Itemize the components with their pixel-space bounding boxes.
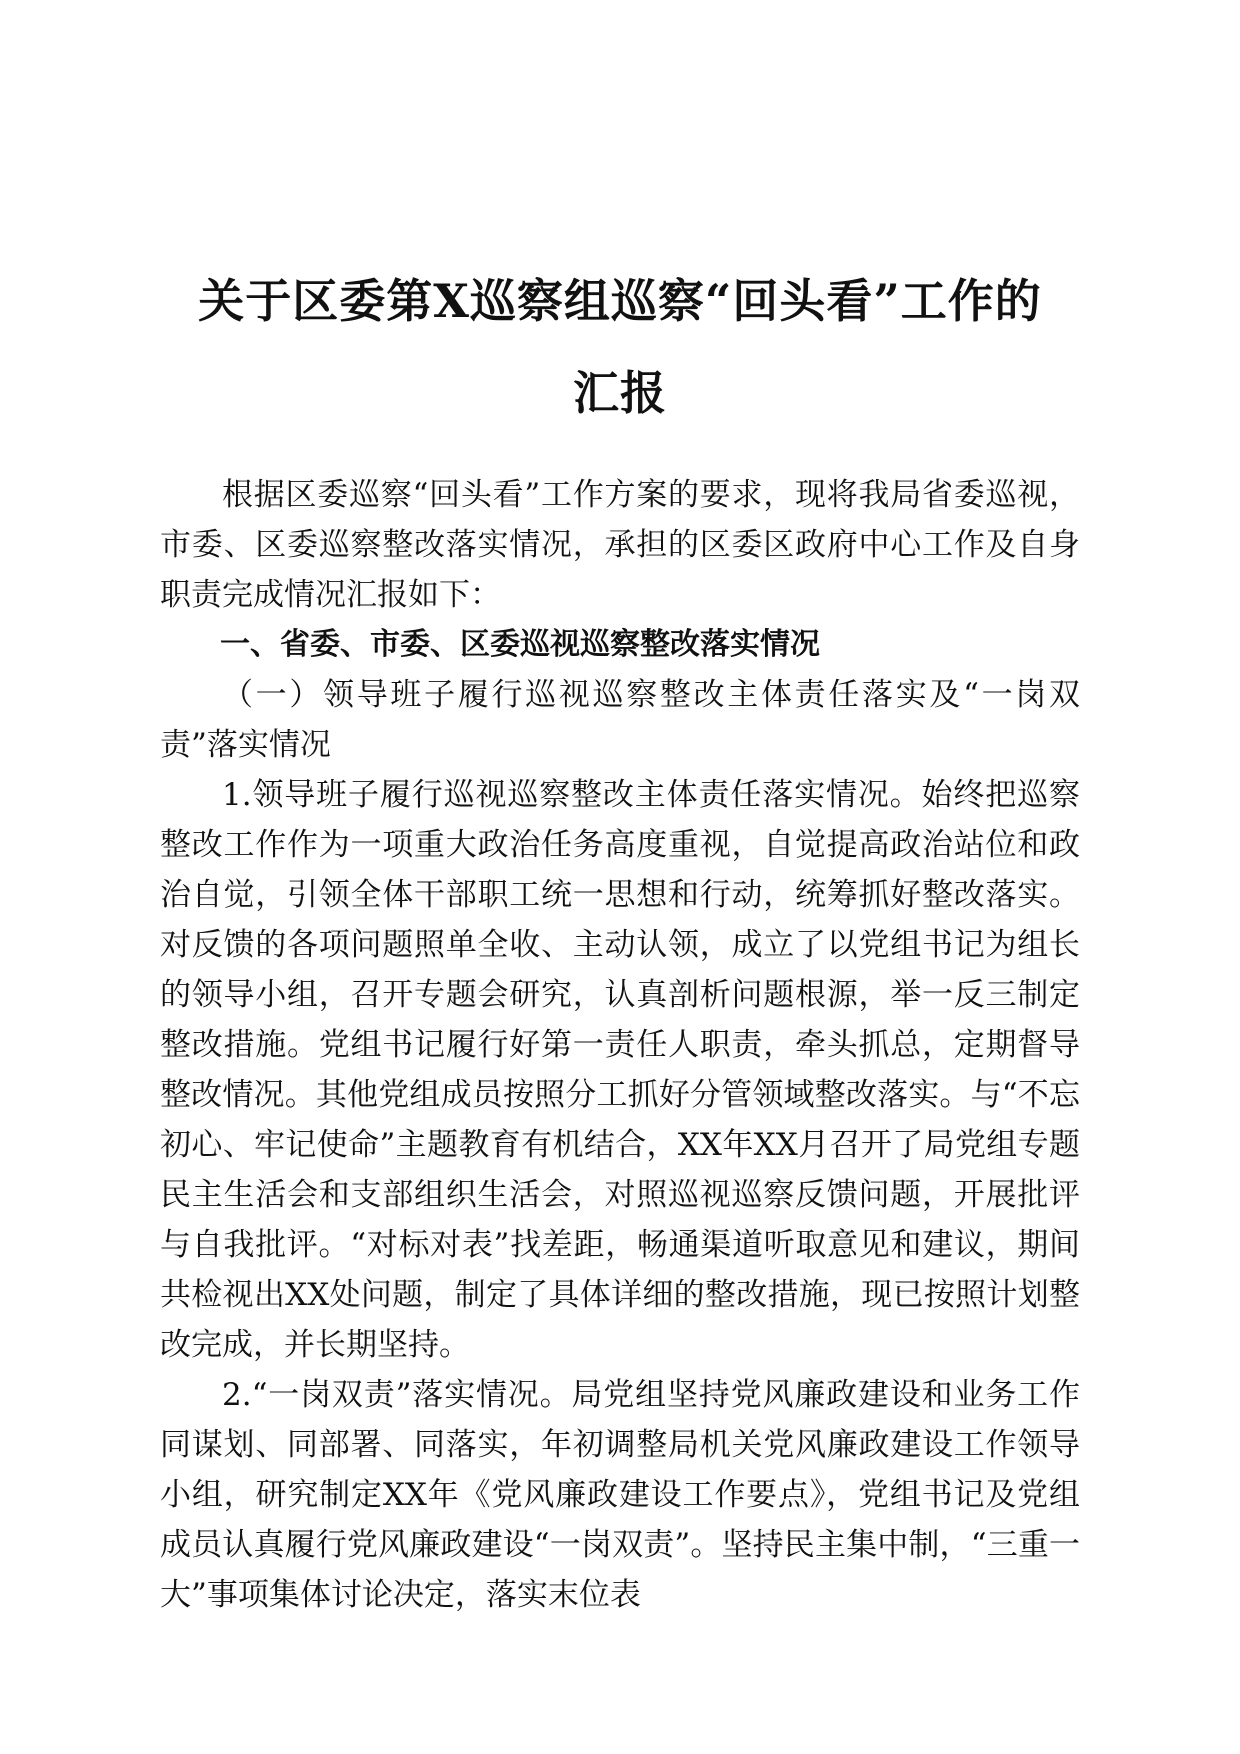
title-line-2: 汇报 (573, 366, 667, 420)
document-body (160, 470, 1080, 1620)
title-line-1: 关于区委第X巡察组巡察“回头看”工作的 (198, 274, 1042, 328)
document-title (150, 255, 1090, 439)
section-heading-1: 一、省委、市委、区委巡视巡察整改落实情况 (220, 627, 820, 662)
item-paragraph-2: 2.“一岗双责”落实情况。局党组坚持党风廉政建设和业务工作同谋划、同部署、同落实，年初调整局机关党风廉政建设工作领导小组，研究制定XX年《党风廉政建设工作要点》，党组书记及党组成员认真履行党风廉政建设“一岗双责”。坚持民主集中制，“三重一大”事项集体讨论决定，落实末位表 (160, 1377, 1080, 1613)
item-paragraph-1: 1.领导班子履行巡视巡察整改主体责任落实情况。始终把巡察整改工作作为一项重大政治任务高度重视，自觉提高政治站位和政治自觉，引领全体干部职工统一思想和行动，统筹抓好整改落实。对反馈的各项问题照单全收、主动认领，成立了以党组书记为组长的领导小组，召开专题会研究，认真剖析问题根源，举一反三制定整改措施。党组书记履行好第一责任人职责，牵头抓总，定期督导整改情况。其他党组成员按照分工抓好分管领域整改落实。与“不忘初心、牢记使命”主题教育有机结合，XX年XX月召开了局党组专题民主生活会和支部组织生活会，对照巡视巡察反馈问题，开展批评与自我批评。“对标对表”找差距，畅通渠道听取意见和建议，期间共检视出XX处问题，制定了具体详细的整改措施，现已按照计划整改完成，并长期坚持。 (160, 777, 1080, 1363)
subsection-heading-1: （一）领导班子履行巡视巡察整改主体责任落实及“一岗双责”落实情况 (160, 677, 1080, 763)
intro-paragraph: 根据区委巡察“回头看”工作方案的要求，现将我局省委巡视，市委、区委巡察整改落实情况，承担的区委区政府中心工作及自身职责完成情况汇报如下： (160, 477, 1080, 613)
